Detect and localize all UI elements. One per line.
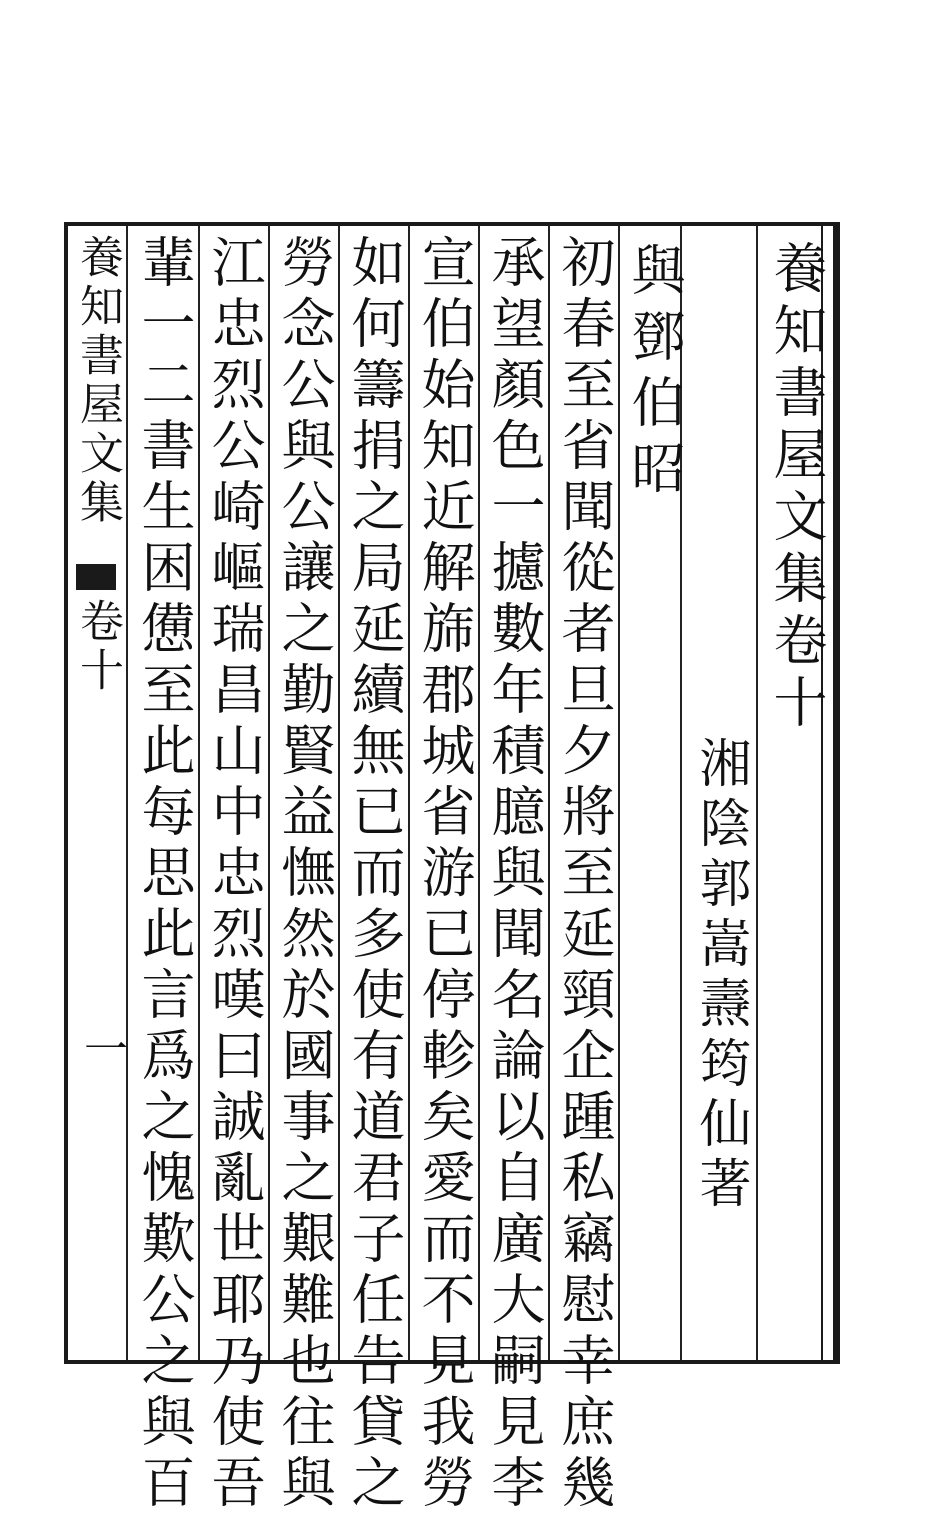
page-frame [64, 222, 840, 1515]
text-column-2: 承望顏色一攄數年積臆與聞名論以自廣大嗣見李 [483, 234, 546, 1515]
text-column-1: 初春至省聞從者旦夕將至延頸企踵私竊慰幸庶幾 [553, 234, 616, 1515]
letter-heading: 與鄧伯昭 [623, 242, 686, 506]
spine-title: 養知書屋文集 [72, 234, 123, 528]
text-column-4: 如何籌捐之局延續無已而多使有道君子任告貸之 [343, 234, 406, 1515]
author-line: 湘陰郭嵩燾筠仙著 [690, 736, 750, 1216]
spine-margin [68, 226, 128, 1360]
text-column-6: 江忠烈公崎嶇瑞昌山中忠烈嘆曰誠亂世耶乃使吾 [203, 234, 266, 1515]
text-column-7: 輩一二書生困憊至此每思此言爲之愧歎公之與百 [133, 234, 196, 1515]
column-rule [756, 226, 758, 1360]
text-column-5: 勞念公與公讓之勤賢益憮然於國事之艱難也往與 [273, 234, 336, 1515]
spine-volume: 卷十 [72, 598, 123, 696]
text-column-3: 宣伯始知近解旆郡城省游已停軫矣愛而不見我勞 [413, 234, 476, 1515]
fish-tail-mark [76, 564, 116, 590]
spine-page-number: 一 [76, 1026, 127, 1070]
book-title: 養知書屋文集卷十 [765, 240, 828, 736]
